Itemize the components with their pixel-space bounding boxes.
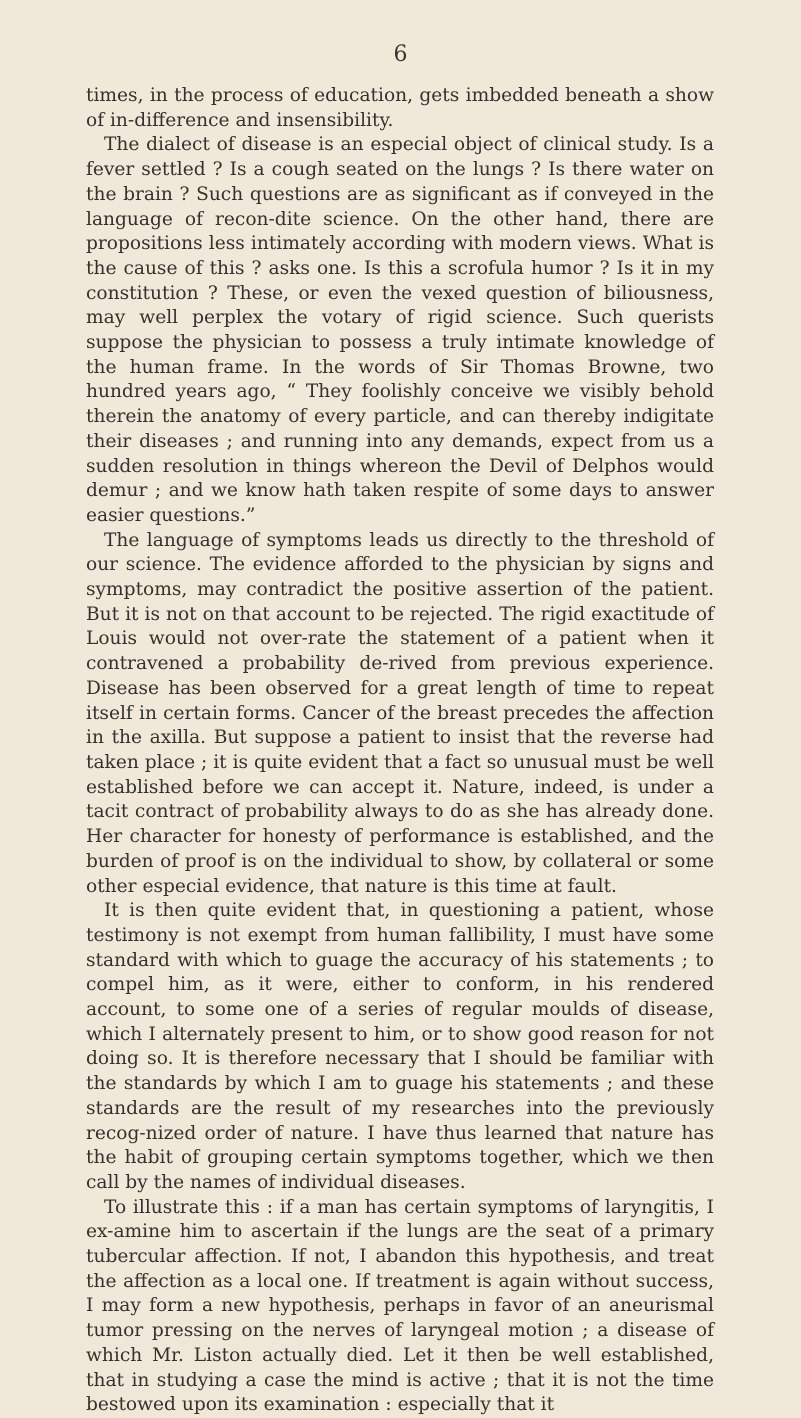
page-number: 6: [393, 42, 408, 67]
paragraph-illustration: To illustrate this : if a man has certain symptoms of laryngitis, I ex-amine him to ascertain if the lungs are the seat of a primary tubercular affection. If not, I abandon this hypothesis, and treat the affection as a local one. If treatment is again without success, I may form a new hypothesis, perhaps in favor of an aneurismal tumor pressing on the nerves of laryngeal motion ; a disease of which Mr. Liston actually died. Let it then be well established, that in studying a case the mind is active ; that it is not the time bestowed upon its examination : especially that it: [86, 1196, 714, 1416]
paragraph-dialect-of-disease: The dialect of disease is an especial object of clinical study. Is a fever settled ? Is a cough seated on the lungs ? Is there water on the brain ? Such questions are as significant as if conveyed in the language of recon-dite science. On the other hand, there are propositions less intimately according with modern views. What is the cause of this ? asks one. Is this a scrofula humor ? Is it in my constitution ? These, or even the vexed question of biliousness, may well perplex the votary of rigid science. Such querists suppose the physician to possess a truly intimate knowledge of the human frame. In the words of Sir Thomas Browne, two hundred years ago, “ They foolishly conceive we visibly behold therein the anatomy of every particle, and can thereby indigitate their diseases ; and running into any demands, expect from us a sudden resolution in things whereon the Devil of Delphos would demur ; and we know hath taken respite of some days to answer easier questions.”: [86, 134, 714, 526]
paragraph-questioning-patient: It is then quite evident that, in questioning a patient, whose testimony is not exempt from human fallibility, I must have some standard with which to guage the accuracy of his statements ; to compel him, as it were, either to conform, in his rendered account, to some one of a series of regular moulds of disease, which I alternately present to him, or to show good reason for not doing so. It is therefore necessary that I should be familiar with the standards by which I am to guage his statements ; and these standards are the result of my researches into the previously recog-nized order of nature. I have thus learned that nature has the habit of grouping certain symptoms together, which we then call by the names of individual diseases.: [86, 900, 714, 1193]
paragraph-continuation: times, in the process of education, gets imbedded beneath a show of in-difference and insensibility.: [86, 85, 714, 131]
paragraph-language-of-symptoms: The language of symptoms leads us directly to the threshold of our science. The evidence afforded to the physician by signs and symptoms, may contradict the positive assertion of the patient. But it is not on that account to be rejected. The rigid exactitude of Louis would not over-rate the statement of a patient when it contravened a probability de-rived from previous experience. Disease has been observed for a great length of time to repeat itself in certain forms. Cancer of the breast precedes the affection in the axilla. But suppose a patient to insist that the reverse had taken place ; it is quite evident that a fact so unusual must be well established before we can accept it. Nature, indeed, is under a tacit contract of probability always to do as she has already done. Her character for honesty of performance is established, and the burden of proof is on the individual to show, by collateral or some other especial evidence, that nature is this time at fault.: [86, 529, 714, 897]
body-text: [86, 84, 714, 1418]
